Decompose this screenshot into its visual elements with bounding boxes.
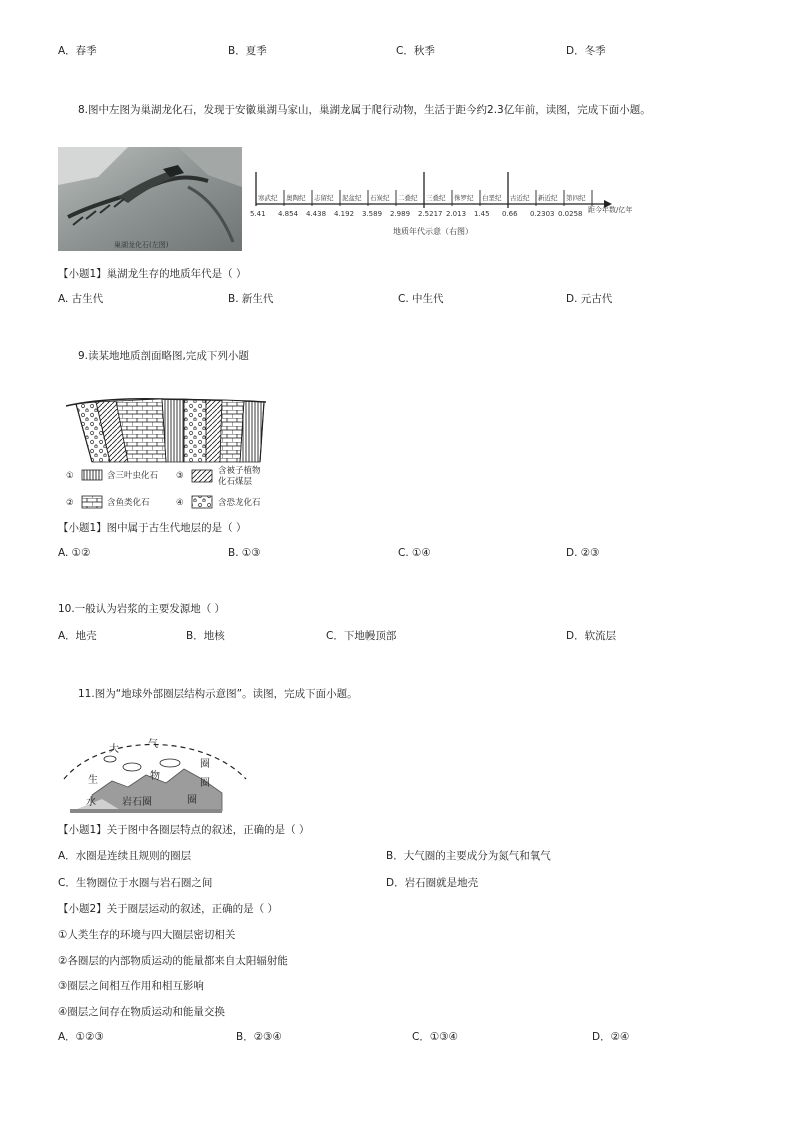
legend-num-1: ①: [66, 471, 74, 481]
period-label: 志留纪: [314, 194, 334, 202]
age-label: 4.192: [334, 210, 355, 218]
age-label: 0.66: [502, 210, 518, 218]
q11-sub2-option-a: A．①②③: [58, 1031, 104, 1043]
q11-statement-3: ③圈层之间相互作用和相互影响: [58, 980, 204, 992]
label-shui: 水: [86, 797, 96, 808]
q11-statement-1: ①人类生存的环境与四大圈层密切相关: [58, 929, 236, 941]
q11-sub1-option-d: D．岩石圈就是地壳: [386, 877, 479, 889]
q8-option-c: C. 中生代: [398, 293, 444, 305]
q9-option-a: A. ①②: [58, 547, 91, 559]
period-label: 寒武纪: [258, 194, 278, 202]
q9-option-c: C. ①④: [398, 547, 431, 559]
q7-option-d: D．冬季: [566, 45, 606, 57]
age-label: 3.589: [362, 210, 383, 218]
age-label: 1.45: [474, 210, 490, 218]
q9-sub1: 【小题1】图中属于古生代地层的是（ ）: [58, 522, 247, 534]
q9-stem: 9.读某地地质剖面略图,完成下列小题: [78, 350, 249, 362]
period-label: 古近纪: [510, 194, 530, 202]
timeline-group: [250, 172, 612, 218]
legend-label-3a: 含被子植物: [218, 466, 261, 476]
q11-statement-2: ②各圈层的内部物质运动的能量都来自太阳辐射能: [58, 955, 288, 967]
label-quan-3: 圈: [187, 795, 197, 806]
spheres-diagram: [62, 737, 250, 815]
legend-num-4: ④: [176, 498, 184, 508]
q10-option-d: D．软流层: [566, 630, 617, 642]
q8-stem: 8.图中左图为巢湖龙化石，发现于安徽巢湖马家山，巢湖龙属于爬行动物，生活于距今约2.3亿年前，读图，完成下面小题。: [78, 104, 651, 116]
q7-option-b: B．夏季: [228, 45, 267, 57]
legend-label-3b: 化石煤层: [218, 477, 253, 487]
label-qi: 气: [148, 739, 158, 750]
age-label: 2.013: [446, 210, 467, 218]
period-label: 泥盆纪: [342, 194, 362, 202]
q10-option-c: C．下地幔顶部: [326, 630, 397, 642]
q8-sub1: 【小题1】巢湖龙生存的地质年代是（ ）: [58, 268, 247, 280]
q8-option-b: B. 新生代: [228, 293, 274, 305]
q7-option-a: A．春季: [58, 45, 97, 57]
period-label: 奥陶纪: [286, 194, 306, 202]
age-label: 2.5217: [418, 210, 443, 218]
legend-swatch-1: [82, 470, 102, 480]
timeline-caption: 地质年代示意（右图）: [393, 227, 473, 236]
age-label: 0.2303: [530, 210, 555, 218]
strata-profile: [62, 394, 274, 512]
q8-option-a: A. 古生代: [58, 293, 104, 305]
period-label: 三叠纪: [426, 194, 446, 202]
age-label: 0.0258: [558, 210, 583, 218]
q11-sub2-option-d: D．②④: [592, 1031, 630, 1043]
q9-option-b: B. ①③: [228, 547, 261, 559]
legend-num-3: ③: [176, 471, 184, 481]
q11-statement-4: ④圈层之间存在物质运动和能量交换: [58, 1006, 225, 1018]
q10-option-a: A．地壳: [58, 630, 97, 642]
age-label: 2.989: [390, 210, 411, 218]
q11-sub2-option-b: B．②③④: [236, 1031, 282, 1043]
q9-option-d: D. ②③: [566, 547, 600, 559]
q11-stem: 11.图为“地球外部圈层结构示意图”。读图，完成下面小题。: [78, 688, 358, 700]
q11-sub1: 【小题1】关于图中各圈层特点的叙述，正确的是（ ）: [58, 824, 310, 836]
q11-sub2-option-c: C．①③④: [412, 1031, 459, 1043]
label-yanshi: 岩石圈: [122, 797, 152, 808]
period-label: 第四纪: [566, 194, 586, 202]
timeline-axis-label: 距今年数/亿年: [588, 206, 633, 214]
legend-num-2: ②: [66, 498, 74, 508]
period-label: 白垩纪: [482, 194, 502, 202]
fossil-photo: [58, 147, 242, 251]
label-wu: 物: [150, 771, 160, 782]
label-quan-1: 圈: [200, 759, 210, 770]
period-label: 石炭纪: [370, 194, 390, 202]
q7-option-c: C．秋季: [396, 45, 435, 57]
geologic-timeline: [248, 168, 648, 243]
q11-sub1-option-c: C．生物圈位于水圈与岩石圈之间: [58, 877, 213, 889]
legend-swatch-3: [192, 470, 212, 482]
period-label: 侏罗纪: [454, 194, 474, 202]
label-quan-2: 圈: [200, 778, 210, 789]
legend-label-4: 含恐龙化石: [218, 498, 261, 508]
legend-label-2: 含鱼类化石: [107, 498, 150, 508]
legend-label-1: 含三叶虫化石: [107, 471, 159, 481]
q8-option-d: D. 元古代: [566, 293, 613, 305]
fossil-caption: 巢湖龙化石(左图): [114, 241, 169, 249]
period-label: 新近纪: [538, 194, 558, 202]
age-label: 4.854: [278, 210, 299, 218]
q11-sub2: 【小题2】关于圈层运动的叙述，正确的是（ ）: [58, 903, 279, 915]
period-label: 二叠纪: [398, 194, 418, 202]
q11-sub1-option-a: A．水圈是连续且规则的圈层: [58, 850, 192, 862]
legend-swatch-2: [82, 496, 102, 508]
age-label: 5.41: [250, 210, 266, 218]
legend-swatch-4: [192, 496, 212, 508]
label-da: 大: [109, 744, 119, 755]
age-label: 4.438: [306, 210, 327, 218]
q11-sub1-option-b: B．大气圈的主要成分为氮气和氧气: [386, 850, 551, 862]
label-sheng: 生: [88, 775, 98, 786]
q10-option-b: B．地核: [186, 630, 225, 642]
q10-stem: 10.一般认为岩浆的主要发源地（ ）: [58, 603, 226, 615]
